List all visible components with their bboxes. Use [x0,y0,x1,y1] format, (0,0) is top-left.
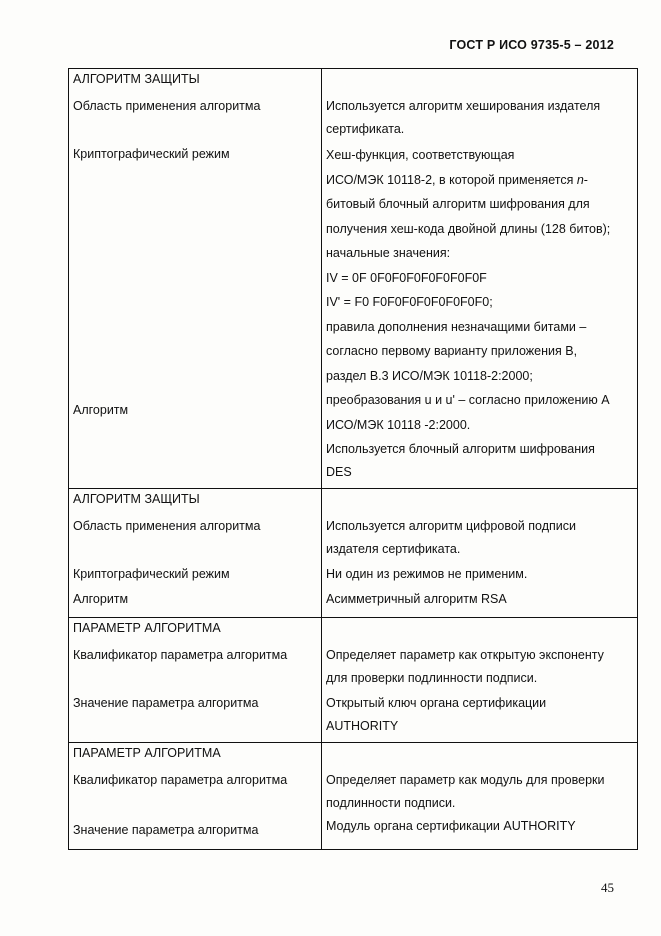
value-line: согласно первому варианту приложения В, [326,344,578,358]
table-row [69,766,637,815]
section-title: ПАРАМЕТР АЛГОРИТМА [73,746,221,760]
value-line: начальные значения: [326,246,451,260]
table-row [69,815,637,849]
row-label: Значение параметра алгоритма [73,696,259,710]
row-label: Криптографический режим [73,147,230,161]
value-line: подлинности подписи. [326,796,456,810]
value-line: ИСО/МЭК 10118 -2:2000. [326,417,471,432]
value-line: Используется алгоритм хеширования издателя [326,99,601,113]
value-line: преобразования u и u' – согласно приложению А [326,393,610,407]
row-value [321,95,637,141]
row-value [321,588,637,611]
row-value [321,769,637,815]
value-line: битовый блочный алгоритм шифрования для [326,197,590,211]
row-label: Алгоритм [73,403,129,417]
value-line: для проверки подлинности подписи. [326,671,538,685]
row-value [321,515,637,561]
value-line: сертификата. [326,122,405,136]
value-line: AUTHORITY [326,719,399,733]
table-row [69,641,637,690]
value-line: Открытый ключ органа сертификации [326,696,547,710]
row-value [321,143,637,437]
value-line: IV = 0F 0F0F0F0F0F0F0F0F [326,270,487,285]
row-label: Квалификатор параметра алгоритма [73,773,288,787]
page-number: 45 [601,880,614,895]
table-row [69,692,637,742]
row-label: Квалификатор параметра алгоритма [73,648,288,662]
row-value [321,563,637,586]
section-title: АЛГОРИТМ ЗАЩИТЫ [73,72,200,86]
table-row [69,588,637,617]
table-section [69,617,637,742]
row-value [321,692,637,738]
table-section [69,69,637,488]
value-line: получения хеш-кода двойной длины (128 битов); [326,221,611,236]
row-label: Область применения алгоритма [73,519,261,533]
table-section [69,742,637,849]
value-line: DES [326,465,352,479]
row-label: Значение параметра алгоритма [73,823,259,837]
value-line: правила дополнения незначащими битами – [326,319,587,334]
row-value [321,644,637,690]
value-line: Хеш-функция, соответствующая [326,148,515,162]
row-label: Алгоритм [73,592,129,606]
table-section [69,488,637,617]
value-line: Асимметричный алгоритм RSA [326,592,507,606]
table-row [69,563,637,586]
value-line: ИСО/МЭК 10118-2, в которой применяется n- [326,172,588,187]
table-row [69,512,637,561]
document-header: ГОСТ Р ИСО 9735-5 – 2012 [449,38,614,52]
row-label: Область применения алгоритма [73,99,261,113]
value-line: Используется алгоритм цифровой подписи [326,519,576,533]
section-title: АЛГОРИТМ ЗАЩИТЫ [73,492,200,506]
specification-table [68,68,638,850]
row-value [321,815,637,842]
value-line: IV' = F0 F0F0F0F0F0F0F0F0; [326,295,493,309]
table-row [69,92,637,141]
row-value [321,438,637,484]
value-line: Определяет параметр как открытую экспоненту [326,648,604,662]
value-line: раздел В.3 ИСО/МЭК 10118-2:2000; [326,368,533,383]
value-line: Модуль органа сертификации AUTHORITY [326,819,576,833]
value-line: Ни один из режимов не применим. [326,567,528,581]
value-line: издателя сертификата. [326,542,461,556]
row-label: Криптографический режим [73,567,230,581]
value-line: Используется блочный алгоритм шифрования [326,442,595,456]
value-line: Определяет параметр как модуль для проверки [326,773,605,787]
section-title: ПАРАМЕТР АЛГОРИТМА [73,621,221,635]
table-row [69,143,637,437]
